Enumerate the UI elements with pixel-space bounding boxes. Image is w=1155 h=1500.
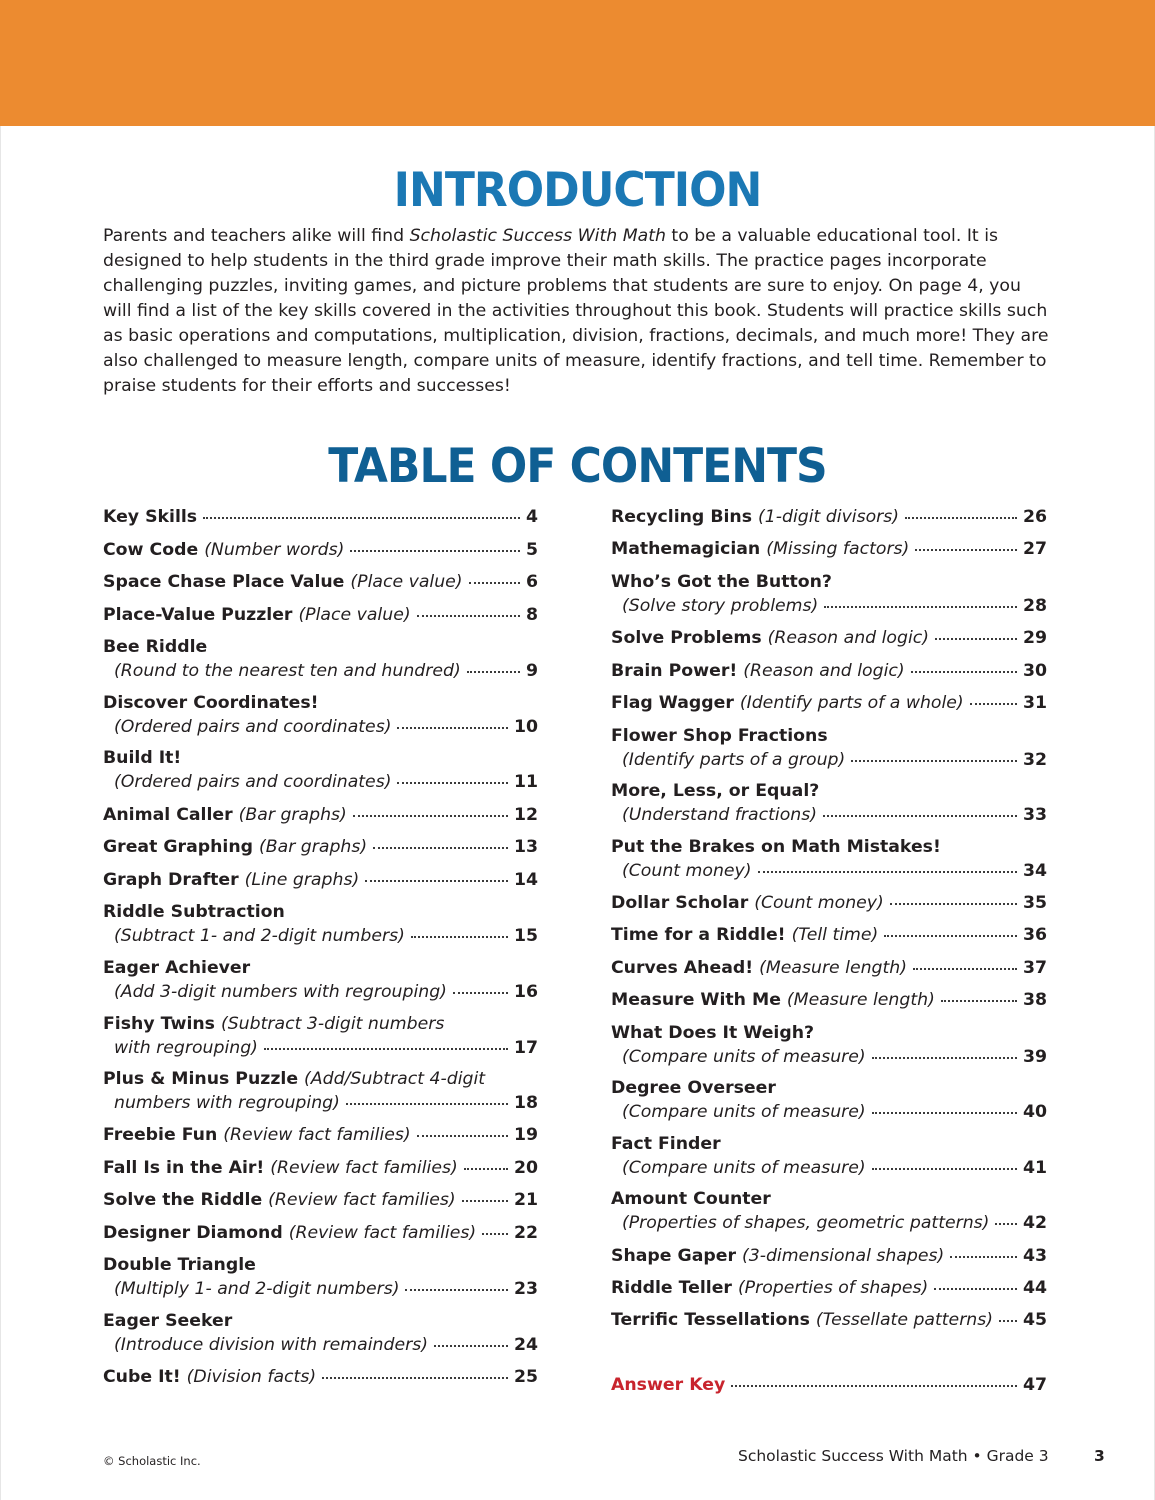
toc-entry-title: Measure With Me xyxy=(611,990,781,1010)
toc-entry[interactable] xyxy=(611,779,1047,827)
toc-entry-skill: (Place value) xyxy=(298,605,411,625)
toc-entry-title: Time for a Riddle! xyxy=(611,925,786,945)
toc-entry-skill: (Review fact families) xyxy=(270,1158,458,1178)
toc-entry-skill: (1-digit divisors) xyxy=(758,507,900,527)
intro-book-title: Scholastic Success With Math xyxy=(409,226,666,246)
toc-entry-page: 21 xyxy=(513,1190,538,1210)
toc-entry-skill: (Tell time) xyxy=(791,925,879,945)
dot-leader xyxy=(203,516,520,519)
toc-entry[interactable] xyxy=(611,691,1047,715)
toc-entry-page: 17 xyxy=(513,1038,538,1058)
toc-entry[interactable] xyxy=(611,659,1047,683)
toc-entry[interactable] xyxy=(103,956,538,1004)
toc-entry-title: Riddle Subtraction xyxy=(103,902,285,922)
toc-entry-page: 29 xyxy=(1022,628,1047,648)
toc-entry-skill: (Bar graphs) xyxy=(238,805,347,825)
toc-entry-skill: (Review fact families) xyxy=(288,1223,477,1243)
dot-leader xyxy=(350,549,520,552)
toc-entry-title: Double Triangle xyxy=(103,1255,256,1275)
toc-entry-skill: (Tessellate patterns) xyxy=(815,1310,993,1330)
toc-entry[interactable] xyxy=(103,505,538,529)
toc-entry-skill: (3-dimensional shapes) xyxy=(741,1246,945,1266)
toc-entry-title: Build It! xyxy=(103,748,182,768)
toc-entry-skill: (Add 3-digit numbers with regrouping) xyxy=(114,982,447,1002)
toc-entry-skill: (Compare units of measure) xyxy=(622,1102,866,1122)
toc-entry-skill: (Count money) xyxy=(622,861,752,881)
toc-entry-skill-cont: numbers with regrouping) xyxy=(114,1093,340,1113)
toc-entry-page: 45 xyxy=(1022,1310,1047,1330)
dot-leader xyxy=(905,516,1017,519)
toc-entry-skill: (Review fact families) xyxy=(268,1190,456,1210)
toc-entry-title: Graph Drafter xyxy=(103,870,239,890)
toc-entry-title: Fishy Twins xyxy=(103,1014,215,1034)
toc-entry[interactable] xyxy=(611,891,1047,915)
toc-entry[interactable] xyxy=(103,746,538,794)
toc-entry-title: Riddle Teller xyxy=(611,1278,732,1298)
toc-entry-title: Flower Shop Fractions xyxy=(611,726,828,746)
dot-leader xyxy=(397,781,508,784)
toc-entry-skill: (Count money) xyxy=(754,893,884,913)
toc-entry-page: 14 xyxy=(513,870,538,890)
toc-entry-page: 33 xyxy=(1022,805,1047,825)
toc-entry[interactable] xyxy=(103,1188,538,1212)
toc-entry-page: 35 xyxy=(1022,893,1047,913)
toc-entry-skill: (Add/Subtract 4-digit xyxy=(304,1069,486,1089)
dot-leader xyxy=(365,879,508,882)
toc-entry[interactable] xyxy=(611,626,1047,650)
toc-entry[interactable] xyxy=(611,1021,1047,1069)
toc-entry[interactable] xyxy=(611,537,1047,561)
dot-leader xyxy=(264,1047,508,1050)
toc-entry-skill: (Properties of shapes) xyxy=(737,1278,929,1298)
toc-entry-title: Brain Power! xyxy=(611,661,738,681)
intro-text-start: Parents and teachers alike will find xyxy=(103,226,410,246)
toc-entry-page: 10 xyxy=(513,717,538,737)
toc-entry-skill: (Division facts) xyxy=(186,1367,317,1387)
toc-entry[interactable] xyxy=(611,1076,1047,1124)
dot-leader xyxy=(462,1199,508,1202)
toc-entry-skill: (Ordered pairs and coordinates) xyxy=(114,772,392,792)
dot-leader xyxy=(758,870,1017,873)
top-color-band xyxy=(0,0,1155,126)
dot-leader xyxy=(411,935,508,938)
toc-entry-title: Flag Wagger xyxy=(611,693,734,713)
toc-entry-skill: (Line graphs) xyxy=(244,870,360,890)
toc-entry[interactable] xyxy=(103,803,538,827)
toc-entry-page: 5 xyxy=(525,540,538,560)
toc-entry[interactable] xyxy=(103,635,538,683)
dot-leader xyxy=(731,1384,1017,1387)
toc-entry-page: 40 xyxy=(1022,1102,1047,1122)
toc-entry-title: Great Graphing xyxy=(103,837,254,857)
toc-entry[interactable] xyxy=(611,835,1047,883)
toc-entry-skill: (Place value) xyxy=(350,572,463,592)
toc-entry-page: 27 xyxy=(1022,539,1047,559)
toc-entry[interactable] xyxy=(103,538,538,562)
toc-entry-skill: (Identify parts of a group) xyxy=(622,750,846,770)
toc-entry-page: 38 xyxy=(1022,990,1047,1010)
dot-leader xyxy=(469,581,520,584)
toc-entry[interactable] xyxy=(611,956,1047,980)
toc-entry[interactable] xyxy=(611,1244,1047,1268)
dot-leader xyxy=(911,670,1017,673)
toc-entry-page: 32 xyxy=(1022,750,1047,770)
dot-leader xyxy=(934,1287,1017,1290)
toc-entry-skill: (Properties of shapes, geometric patterns) xyxy=(622,1213,990,1233)
toc-entry[interactable] xyxy=(103,1012,538,1060)
toc-entry-page: 12 xyxy=(513,805,538,825)
toc-entry-title: Animal Caller xyxy=(103,805,233,825)
dot-leader xyxy=(353,814,508,817)
toc-entry-skill: (Subtract 1- and 2-digit numbers) xyxy=(114,926,405,946)
footer-page-number: 3 xyxy=(1094,1447,1105,1465)
toc-entry[interactable] xyxy=(103,570,538,594)
dot-leader xyxy=(941,999,1017,1002)
toc-entry-page: 11 xyxy=(513,772,538,792)
toc-entry[interactable] xyxy=(611,505,1047,529)
footer-copyright: © Scholastic Inc. xyxy=(103,1454,201,1468)
toc-entry-skill: (Bar graphs) xyxy=(259,837,368,857)
toc-entry-title: Cube It! xyxy=(103,1367,181,1387)
dot-leader xyxy=(884,934,1017,937)
toc-entry-skill: (Round to the nearest ten and hundred) xyxy=(114,661,461,681)
toc-entry[interactable] xyxy=(103,1067,538,1115)
dot-leader xyxy=(453,991,508,994)
toc-entry-page: 34 xyxy=(1022,861,1047,881)
toc-entry-title: More, Less, or Equal? xyxy=(611,781,820,801)
toc-entry-page: 8 xyxy=(525,605,538,625)
toc-entry[interactable] xyxy=(103,1309,538,1357)
toc-entry[interactable] xyxy=(611,1132,1047,1180)
toc-entry-page: 36 xyxy=(1022,925,1047,945)
toc-entry-title: Bee Riddle xyxy=(103,637,208,657)
toc-entry-title: Put the Brakes on Math Mistakes! xyxy=(611,837,941,857)
toc-entry-page: 22 xyxy=(513,1223,538,1243)
toc-entry[interactable] xyxy=(103,603,538,627)
toc-entry[interactable] xyxy=(103,835,538,859)
toc-entry-skill: (Review fact families) xyxy=(223,1125,411,1145)
dot-leader xyxy=(434,1344,508,1347)
toc-entry[interactable] xyxy=(103,691,538,739)
dot-leader xyxy=(970,702,1017,705)
toc-entry-page: 37 xyxy=(1022,958,1047,978)
toc-entry-title: Dollar Scholar xyxy=(611,893,749,913)
toc-entry-page: 25 xyxy=(513,1367,538,1387)
dot-leader xyxy=(872,1167,1017,1170)
dot-leader xyxy=(950,1255,1017,1258)
toc-entry-page: 44 xyxy=(1022,1278,1047,1298)
dot-leader xyxy=(373,846,508,849)
toc-entry-title: Designer Diamond xyxy=(103,1223,283,1243)
toc-entry[interactable] xyxy=(611,724,1047,772)
toc-entry-skill: (Ordered pairs and coordinates) xyxy=(114,717,392,737)
toc-entry-title: Fact Finder xyxy=(611,1134,721,1154)
dot-leader xyxy=(915,548,1017,551)
toc-heading: TABLE OF CONTENTS xyxy=(328,438,827,494)
toc-entry-title: Space Chase Place Value xyxy=(103,572,345,592)
toc-entry-skill: (Measure length) xyxy=(786,990,935,1010)
toc-entry-skill-cont: with regrouping) xyxy=(114,1038,258,1058)
toc-entry[interactable] xyxy=(103,868,538,892)
toc-entry-page: 15 xyxy=(513,926,538,946)
dot-leader xyxy=(913,967,1017,970)
toc-entry-page: 42 xyxy=(1022,1213,1047,1233)
toc-entry-page: 20 xyxy=(513,1158,538,1178)
toc-entry[interactable] xyxy=(611,988,1047,1012)
toc-entry-page: 47 xyxy=(1022,1375,1047,1395)
toc-entry-title: Curves Ahead! xyxy=(611,958,754,978)
introduction-heading: INTRODUCTION xyxy=(393,162,762,218)
toc-entry[interactable] xyxy=(103,1123,538,1147)
toc-entry-page: 26 xyxy=(1022,507,1047,527)
toc-entry[interactable] xyxy=(103,1221,538,1245)
dot-leader xyxy=(851,759,1017,762)
toc-entry-page: 41 xyxy=(1022,1158,1047,1178)
dot-leader xyxy=(824,605,1017,608)
toc-entry-page: 18 xyxy=(513,1093,538,1113)
dot-leader xyxy=(322,1376,508,1379)
toc-entry-answer-key[interactable] xyxy=(611,1373,1047,1397)
toc-entry[interactable] xyxy=(611,570,1047,618)
toc-entry[interactable] xyxy=(103,1253,538,1301)
toc-entry-page: 43 xyxy=(1022,1246,1047,1266)
toc-entry-page: 23 xyxy=(513,1279,538,1299)
toc-entry-title: Solve Problems xyxy=(611,628,762,648)
toc-entry-page: 31 xyxy=(1022,693,1047,713)
toc-entry-title: Shape Gaper xyxy=(611,1246,736,1266)
toc-entry-title: Solve the Riddle xyxy=(103,1190,263,1210)
toc-entry-page: 19 xyxy=(513,1125,538,1145)
toc-entry-title: Place-Value Puzzler xyxy=(103,605,293,625)
toc-entry-skill: (Measure length) xyxy=(759,958,907,978)
toc-entry-title: Key Skills xyxy=(103,507,198,527)
toc-entry-skill: (Subtract 3-digit numbers xyxy=(220,1014,445,1034)
dot-leader xyxy=(890,902,1017,905)
toc-entry-skill: (Reason and logic) xyxy=(767,628,930,648)
toc-entry-title: Answer Key xyxy=(611,1375,726,1395)
dot-leader xyxy=(417,1134,508,1137)
dot-leader xyxy=(346,1102,508,1105)
toc-entry[interactable] xyxy=(103,1156,538,1180)
dot-leader xyxy=(999,1319,1017,1322)
toc-entry-title: Mathemagician xyxy=(611,539,761,559)
toc-entry-title: Degree Overseer xyxy=(611,1078,776,1098)
dot-leader xyxy=(995,1222,1017,1225)
toc-entry-page: 6 xyxy=(525,572,538,592)
dot-leader xyxy=(467,670,520,673)
toc-entry-page: 9 xyxy=(525,661,538,681)
toc-entry[interactable] xyxy=(611,1308,1047,1332)
dot-leader xyxy=(935,637,1017,640)
toc-entry-title: Discover Coordinates! xyxy=(103,693,319,713)
toc-entry-skill: (Reason and logic) xyxy=(743,661,905,681)
toc-entry-title: Eager Achiever xyxy=(103,958,251,978)
introduction-paragraph xyxy=(103,224,1053,399)
dot-leader xyxy=(823,814,1017,817)
dot-leader xyxy=(417,614,520,617)
toc-entry[interactable] xyxy=(103,900,538,948)
toc-entry-title: Cow Code xyxy=(103,540,199,560)
toc-entry-skill: (Compare units of measure) xyxy=(622,1158,866,1178)
toc-entry-page: 16 xyxy=(513,982,538,1002)
toc-entry-title: Freebie Fun xyxy=(103,1125,218,1145)
toc-entry-page: 4 xyxy=(525,507,538,527)
toc-entry-title: Amount Counter xyxy=(611,1189,771,1209)
toc-entry-title: Fall Is in the Air! xyxy=(103,1158,265,1178)
toc-entry[interactable] xyxy=(103,1365,538,1389)
dot-leader xyxy=(872,1056,1017,1059)
dot-leader xyxy=(464,1167,508,1170)
toc-entry-page: 13 xyxy=(513,837,538,857)
toc-entry-skill: (Introduce division with remainders) xyxy=(114,1335,428,1355)
toc-entry-page: 30 xyxy=(1022,661,1047,681)
toc-entry-skill: (Multiply 1- and 2-digit numbers) xyxy=(114,1279,400,1299)
toc-entry-page: 24 xyxy=(513,1335,538,1355)
toc-entry-skill: (Missing factors) xyxy=(766,539,910,559)
toc-entry[interactable] xyxy=(611,1276,1047,1300)
dot-leader xyxy=(405,1288,508,1291)
intro-text-rest: to be a valuable educational tool. It is designed to help students in the third grade improve their math skills. The practice pages incorporate challenging puzzles, inviting games, and picture problems that students are sure to enjoy. On page 4, you will find a list of the key skills covered in the activities throughout this book. Students will practice skills such as basic operations and computations, multiplication, division, fractions, decimals, and much more! They are also challenged to measure length, compare units of measure, identify fractions, and tell time. Remember to praise students for their efforts and successes! xyxy=(103,226,1049,396)
toc-entry-title: Terrific Tessellations xyxy=(611,1310,810,1330)
toc-entry[interactable] xyxy=(611,1187,1047,1235)
dot-leader xyxy=(397,726,508,729)
toc-entry-title: Recycling Bins xyxy=(611,507,753,527)
toc-entry[interactable] xyxy=(611,923,1047,947)
toc-entry-skill: (Solve story problems) xyxy=(622,596,819,616)
toc-entry-title: Who’s Got the Button? xyxy=(611,572,832,592)
toc-entry-skill: (Understand fractions) xyxy=(622,805,817,825)
toc-entry-skill: (Compare units of measure) xyxy=(622,1047,866,1067)
toc-entry-page: 28 xyxy=(1022,596,1047,616)
dot-leader xyxy=(872,1111,1017,1114)
toc-entry-title: Plus & Minus Puzzle xyxy=(103,1069,299,1089)
toc-entry-skill: (Identify parts of a whole) xyxy=(739,693,964,713)
toc-entry-title: What Does It Weigh? xyxy=(611,1023,815,1043)
toc-entry-title: Eager Seeker xyxy=(103,1311,233,1331)
footer-book-title: Scholastic Success With Math • Grade 3 xyxy=(738,1447,1049,1465)
toc-entry-skill: (Number words) xyxy=(204,540,345,560)
toc-entry-page: 39 xyxy=(1022,1047,1047,1067)
dot-leader xyxy=(482,1232,508,1235)
